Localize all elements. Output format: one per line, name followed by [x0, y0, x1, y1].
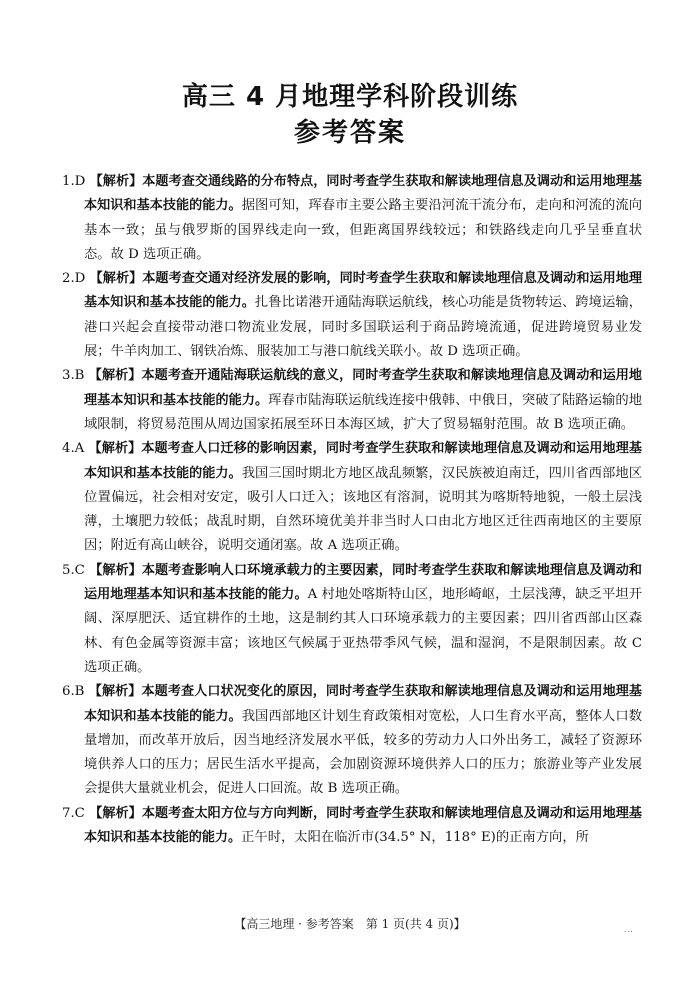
answer-item-4 — [62, 437, 642, 558]
page-subtitle: 参考答案 — [293, 118, 406, 148]
answer-body: 珲春市陆海联运航线连接中俄韩、中俄日，突破了陆路运输的地域限制，将贸易范围从周边国家拓展至环日本海区域，扩大了贸易辐射范围。故 B 选项正确。 — [84, 392, 643, 432]
analysis-tag: 【解析】 — [89, 805, 142, 821]
answer-lead: 本题考查开通陆海联运航线的意义，同时考查学生获取和解读地理信息及调动和运用地理基本知识和基本技能的能力。 — [84, 368, 643, 408]
answer-number: 3.B — [62, 368, 85, 384]
answer-body: A 村地处喀斯特山区，地形崎岖，土层浅薄，缺乏平坦开阔、深厚肥沃、适宜耕作的土地，这是制约其人口环境承载力的主要因素；四川省西部山区森林、有色金属等资源丰富；该地区气候属于亚热带季风气候，温和湿润，不是限制因素。故 C 选项正确。 — [84, 587, 642, 675]
page-title: 高三 4 月地理学科阶段训练 — [181, 82, 519, 112]
answer-body: 据图可知，珲春市主要公路主要沿河流干流分布，走向和河流的流向基本一致；虽与俄罗斯的国界线走向一致，但距离国界线较远；和铁路线走向几乎呈垂直状态。故 D 选项正确。 — [84, 198, 643, 262]
analysis-tag: 【解析】 — [89, 562, 142, 578]
answer-number: 5.C — [62, 562, 85, 578]
answer-number: 2.D — [62, 271, 86, 287]
answer-item-3 — [62, 364, 642, 437]
answer-lead: 本题考查交通对经济发展的影响，同时考查学生获取和解读地理信息及调动和运用地理基本知识和基本技能的能力。 — [84, 271, 643, 311]
answer-item-5 — [62, 559, 642, 680]
answer-lead: 本题考查太阳方位与方向判断，同时考查学生获取和解读地理信息及调动和运用地理基本知识和基本技能的能力。 — [84, 805, 643, 846]
answer-list — [62, 170, 642, 850]
answer-body: 我国西部地区计划生育政策相对宽松，人口生育水平高，整体人口数量增加，而改革开放后，因当地经济发展水平低，较多的劳动力人口外出务工，减轻了资源环境供养人口的压力；居民生活水平提高，会加剧资源环境供养人口的压力；旅游业等产业发展会提供大量就业机会，促进人口回流。故 B 选项正确。 — [84, 708, 643, 797]
answer-lead: 本题考查人口迁移的影响因素，同时考查学生获取和解读地理信息及调动和运用地理基本知识和基本技能的能力。 — [84, 441, 642, 481]
answer-body: 我国三国时期北方地区战乱频繁，汉民族被迫南迁，四川省西部地区位置偏远，社会相对安定，吸引人口迁入；该地区有溶洞，说明其为喀斯特地貌，一般土层浅薄，土壤肥力较低；战乱时期，自然环境优美并非当时人口由北方地区迁往西南地区的主要原因；附近有高山峡谷，说明交通闭塞。故 A 选项正确。 — [84, 465, 643, 554]
answer-number: 4.A — [62, 441, 85, 457]
answer-number: 1.D — [62, 174, 86, 189]
answer-item-1 — [62, 170, 642, 267]
answer-lead: 本题考查交通线路的分布特点，同时考查学生获取和解读地理信息及调动和运用地理基本知识和基本技能的能力。 — [84, 174, 643, 214]
analysis-tag: 【解析】 — [89, 174, 143, 189]
answer-item-6 — [62, 680, 642, 801]
analysis-tag: 【解析】 — [88, 684, 142, 700]
corner-mark: ... — [624, 926, 634, 934]
analysis-tag: 【解析】 — [89, 271, 143, 287]
page-footer: 【高三地理 · 参考答案 第 1 页(共 4 页)】 — [234, 917, 466, 931]
answer-number: 7.C — [62, 805, 85, 821]
analysis-tag: 【解析】 — [88, 441, 142, 457]
analysis-tag: 【解析】 — [88, 368, 142, 384]
answer-item-7 — [62, 802, 642, 851]
answer-lead: 本题考查人口状况变化的原因，同时考查学生获取和解读地理信息及调动和运用地理基本知识和基本技能的能力。 — [84, 684, 643, 724]
answer-item-2 — [62, 267, 642, 364]
answer-number: 6.B — [62, 684, 85, 700]
answer-lead: 本题考查影响人口环境承载力的主要因素，同时考查学生获取和解读地理信息及调动和运用地理基本知识和基本技能的能力。 — [84, 562, 643, 603]
answer-body: 扎鲁比诺港开通陆海联运航线，核心功能是货物转运、跨境运输，港口兴起会直接带动港口物流业发展，同时多国联运利于商品跨境流通，促进跨境贸易业发展；牛羊肉加工、钢铁冶炼、服装加工与港口航线关联小。故 D 选项正确。 — [84, 295, 643, 360]
answer-body: 正午时，太阳在临沂市(34.5° N，118° E)的正南方向，所 — [241, 830, 589, 846]
